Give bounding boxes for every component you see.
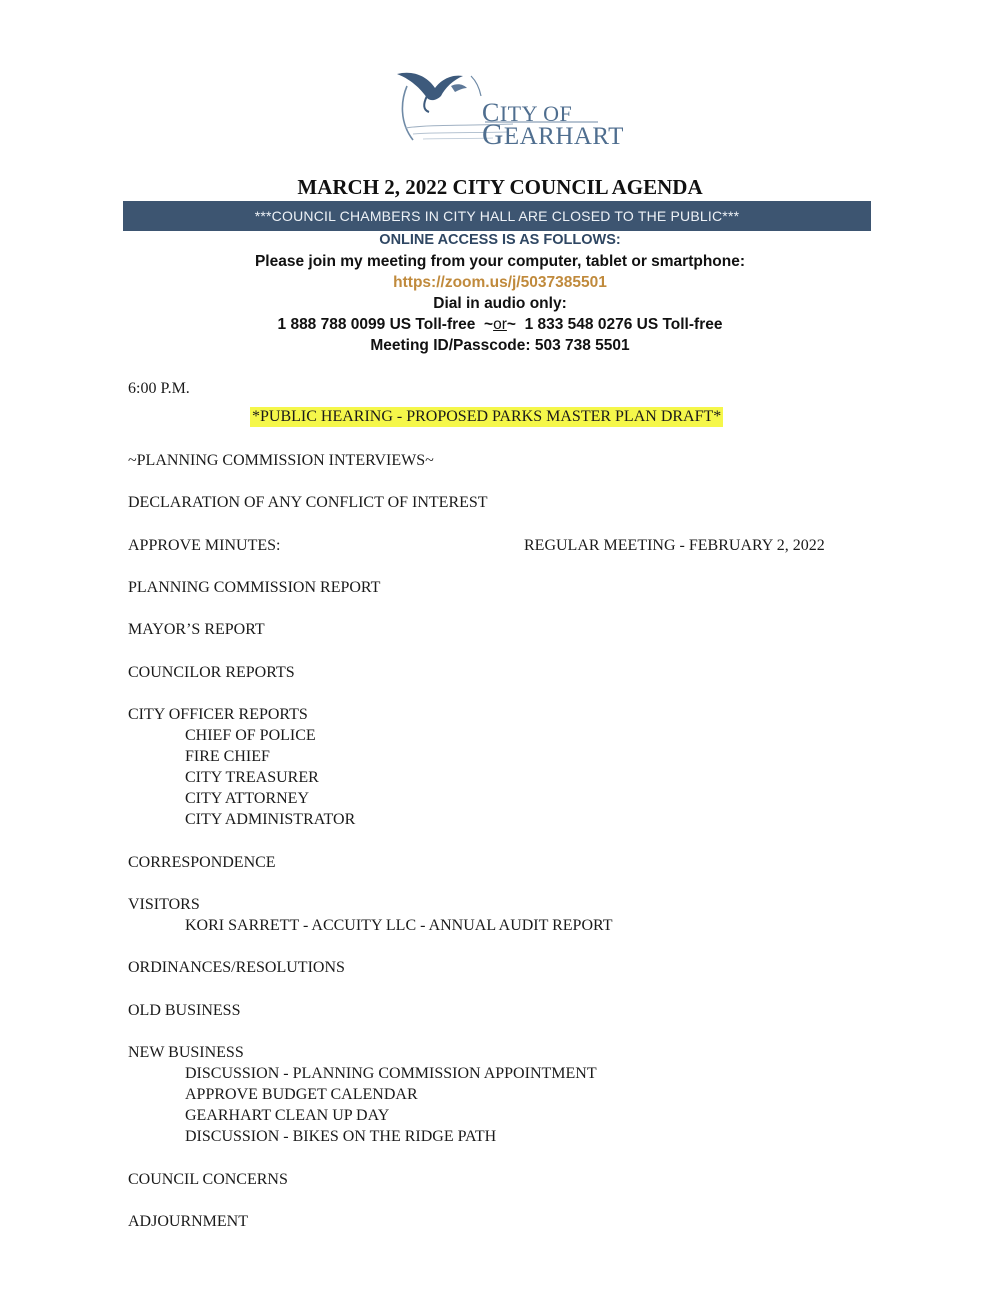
phone-numbers [0, 314, 1000, 335]
officer-city-administrator: CITY ADMINISTRATOR [185, 811, 356, 828]
logo-gearhart-text: GEARHART [482, 119, 624, 151]
agenda-item-adjournment: ADJOURNMENT [128, 1213, 248, 1230]
agenda-item-planning-interviews: ~PLANNING COMMISSION INTERVIEWS~ [128, 452, 434, 469]
agenda-item-correspondence: CORRESPONDENCE [128, 854, 276, 871]
minutes-detail: REGULAR MEETING - FEBRUARY 2, 2022 [524, 537, 825, 554]
meeting-time: 6:00 P.M. [128, 380, 190, 397]
new-business-appointment: DISCUSSION - PLANNING COMMISSION APPOINTMENT [185, 1065, 597, 1082]
agenda-item-mayor-report: MAYOR’S REPORT [128, 621, 265, 638]
agenda-item-minutes: APPROVE MINUTES: [128, 537, 281, 554]
officer-chief-of-police: CHIEF OF POLICE [185, 727, 316, 744]
new-business-bikes-ridge-path: DISCUSSION - BIKES ON THE RIDGE PATH [185, 1128, 497, 1145]
online-access-heading: ONLINE ACCESS IS AS FOLLOWS: [379, 232, 621, 248]
zoom-link[interactable]: https://zoom.us/j/5037385501 [393, 274, 607, 291]
agenda-item-council-concerns: COUNCIL CONCERNS [128, 1171, 288, 1188]
agenda-item-officer-reports: CITY OFFICER REPORTS [128, 706, 308, 723]
officer-city-attorney: CITY ATTORNEY [185, 790, 309, 807]
meeting-id: Meeting ID/Passcode: 503 738 5501 [370, 337, 630, 354]
agenda-item-ordinances: ORDINANCES/RESOLUTIONS [128, 959, 345, 976]
logo-city-of-text: CITY OF [482, 98, 573, 127]
or-separator: ~or~ [484, 316, 516, 333]
new-business-budget-calendar: APPROVE BUDGET CALENDAR [185, 1086, 418, 1103]
closed-notice-banner: ***COUNCIL CHAMBERS IN CITY HALL ARE CLOSED TO THE PUBLIC*** [123, 201, 871, 231]
officer-fire-chief: FIRE CHIEF [185, 748, 270, 765]
agenda-item-new-business: NEW BUSINESS [128, 1044, 244, 1061]
agenda-item-visitors: VISITORS [128, 896, 200, 913]
public-hearing-highlight: *PUBLIC HEARING - PROPOSED PARKS MASTER PLAN DRAFT* [252, 408, 722, 425]
dial-in-heading: Dial in audio only: [433, 295, 567, 312]
page-title: MARCH 2, 2022 CITY COUNCIL AGENDA [297, 175, 703, 199]
agenda-item-conflict: DECLARATION OF ANY CONFLICT OF INTEREST [128, 494, 488, 511]
phone-number-2: 1 833 548 0276 US Toll-free [524, 316, 723, 333]
online-access-block [0, 230, 1000, 356]
agenda-item-planning-report: PLANNING COMMISSION REPORT [128, 579, 381, 596]
officer-city-treasurer: CITY TREASURER [185, 769, 319, 786]
agenda-item-councilor-reports: COUNCILOR REPORTS [128, 664, 295, 681]
join-instructions: Please join my meeting from your computer, tablet or smartphone: [254, 253, 746, 270]
agenda-item-old-business: OLD BUSINESS [128, 1002, 241, 1019]
visitor-audit-report: KORI SARRETT - ACCUITY LLC - ANNUAL AUDIT REPORT [185, 917, 613, 934]
new-business-clean-up-day: GEARHART CLEAN UP DAY [185, 1107, 390, 1124]
phone-number-1: 1 888 788 0099 US Toll-free [277, 316, 476, 333]
